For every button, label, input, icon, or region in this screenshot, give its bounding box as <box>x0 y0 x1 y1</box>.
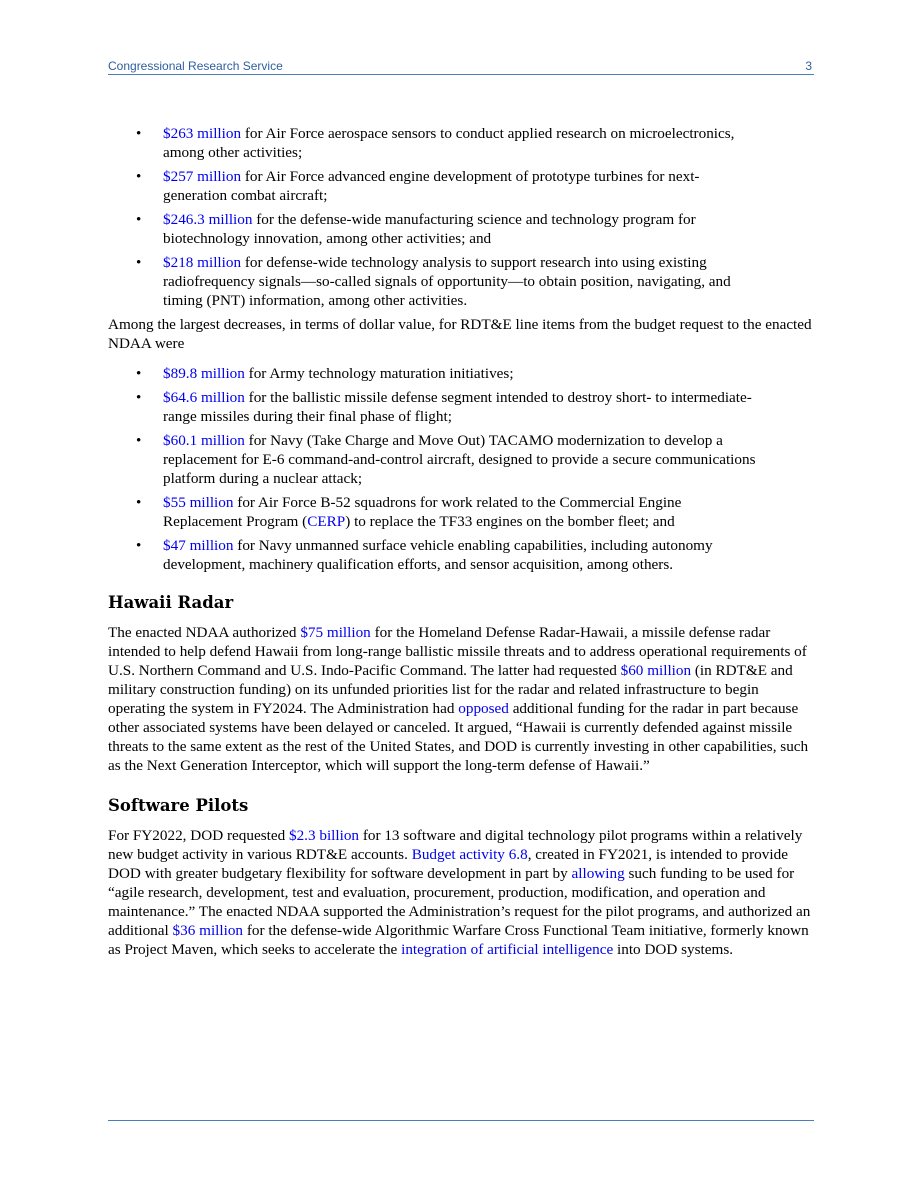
bullet-icon: • <box>136 211 142 228</box>
software-pilots-heading: Software Pilots <box>108 796 249 815</box>
ai-integration-link[interactable]: integration of artificial intelligence <box>401 941 614 958</box>
bullet-icon: • <box>136 365 142 382</box>
bullet-icon: • <box>136 125 142 142</box>
decreases-intro-paragraph: Among the largest decreases, in terms of dollar value, for RDT&E line items from the budget request to the enacted NDAA were <box>108 316 812 352</box>
list-item: • $60.1 million for Navy (Take Charge and Move Out) TACAMO modernization to develop a replacement for E-6 command-and-control aircraft, designed to provide a secure communications platform during a nuclear attack; <box>136 432 756 487</box>
funding-link[interactable]: $2.3 billion <box>288 827 360 844</box>
funding-link[interactable]: $47 million <box>163 537 234 554</box>
hawaii-radar-paragraph: The enacted NDAA authorized $75 million for the Homeland Defense Radar-Hawaii, a missile defense radar intended to help defend Hawaii from long-range ballistic missile threats and to address operational requirements of U.S. Northern Command and U.S. Indo-Pacific Command. The latter had requested $60 million (in RDT&E and military construction funding) on its unfunded priorities list for the radar and related infrastructure to begin operating the system in FY2024. The Administration had opposed additional funding for the radar in part because other associated systems have been delayed or canceled. It argued, “Hawaii is currently defended against missile threats to the same extent as the rest of the United States, and DOD is currently investing in other capabilities, such as the Next Generation Interceptor, which will support the long-term defense of Hawaii.” <box>108 624 809 774</box>
allowing-link[interactable]: allowing <box>571 865 625 882</box>
list-item: • $263 million for Air Force aerospace sensors to conduct applied research on microelectronics, among other activities; <box>136 125 735 161</box>
list-item: • $218 million for defense-wide technology analysis to support research into using existing radiofrequency signals—so-called signals of opportunity—to obtain position, navigating, and timing (PNT) information, among other activities. <box>136 254 731 309</box>
cerp-link[interactable]: CERP <box>307 513 346 530</box>
hawaii-radar-heading: Hawaii Radar <box>108 593 234 612</box>
list-item: • $89.8 million for Army technology maturation initiatives; <box>136 365 514 382</box>
software-pilots-paragraph: For FY2022, DOD requested $2.3 billion for 13 software and digital technology pilot programs within a relatively new budget activity in various RDT&E accounts. Budget activity 6.8, created in FY2021, is intended to provide DOD with greater budgetary flexibility for software development in part by allowing such funding to be used for “agile research, development, test and evaluation, procurement, production, modification, and operation and maintenance.” The enacted NDAA supported the Administration’s request for the pilot programs, and authorized an additional $36 million for the defense-wide Algorithmic Warfare Cross Functional Team initiative, formerly known as Project Maven, which seeks to accelerate the integration of artificial intelligence into DOD systems. <box>108 827 811 958</box>
funding-link[interactable]: $257 million <box>163 168 242 185</box>
page-content <box>108 124 814 959</box>
list-item: • $246.3 million for the defense-wide manufacturing science and technology program for biotechnology innovation, among other activities; and <box>136 211 696 247</box>
bullet-icon: • <box>136 432 142 449</box>
funding-link[interactable]: $55 million <box>163 494 234 511</box>
header-title: Congressional Research Service <box>108 59 283 73</box>
list-item: • $47 million for Navy unmanned surface vehicle enabling capabilities, including autonomy development, machinery qualification efforts, and sensor acquisition, among others. <box>136 537 713 573</box>
opposed-link[interactable]: opposed <box>458 700 509 717</box>
decreases-list <box>108 364 814 574</box>
funding-link[interactable]: $246.3 million <box>163 211 253 228</box>
page-header <box>108 57 814 75</box>
list-item: • $55 million for Air Force B-52 squadrons for work related to the Commercial Engine Replacement Program (CERP) to replace the TF33 engines on the bomber fleet; and <box>136 494 682 530</box>
funding-link[interactable]: $75 million <box>300 624 371 641</box>
page-number: 3 <box>805 59 812 73</box>
bullet-icon: • <box>136 254 142 271</box>
bullet-icon: • <box>136 389 142 406</box>
bullet-icon: • <box>136 168 142 185</box>
funding-link[interactable]: $89.8 million <box>163 365 245 382</box>
footer-rule <box>108 1120 814 1121</box>
budget-activity-link[interactable]: Budget activity 6.8 <box>411 846 528 863</box>
funding-link[interactable]: $263 million <box>163 125 242 142</box>
list-item: • $64.6 million for the ballistic missile defense segment intended to destroy short- to intermediate-range missiles during their final phase of flight; <box>136 389 752 425</box>
bullet-icon: • <box>136 537 142 554</box>
funding-link[interactable]: $36 million <box>172 922 244 939</box>
funding-link[interactable]: $60.1 million <box>163 432 245 449</box>
funding-link[interactable]: $60 million <box>620 662 692 679</box>
funding-link[interactable]: $64.6 million <box>163 389 245 406</box>
bullet-icon: • <box>136 494 142 511</box>
funding-link[interactable]: $218 million <box>163 254 242 271</box>
increases-list <box>108 124 814 310</box>
list-item: • $257 million for Air Force advanced engine development of prototype turbines for next-generation combat aircraft; <box>136 168 700 204</box>
